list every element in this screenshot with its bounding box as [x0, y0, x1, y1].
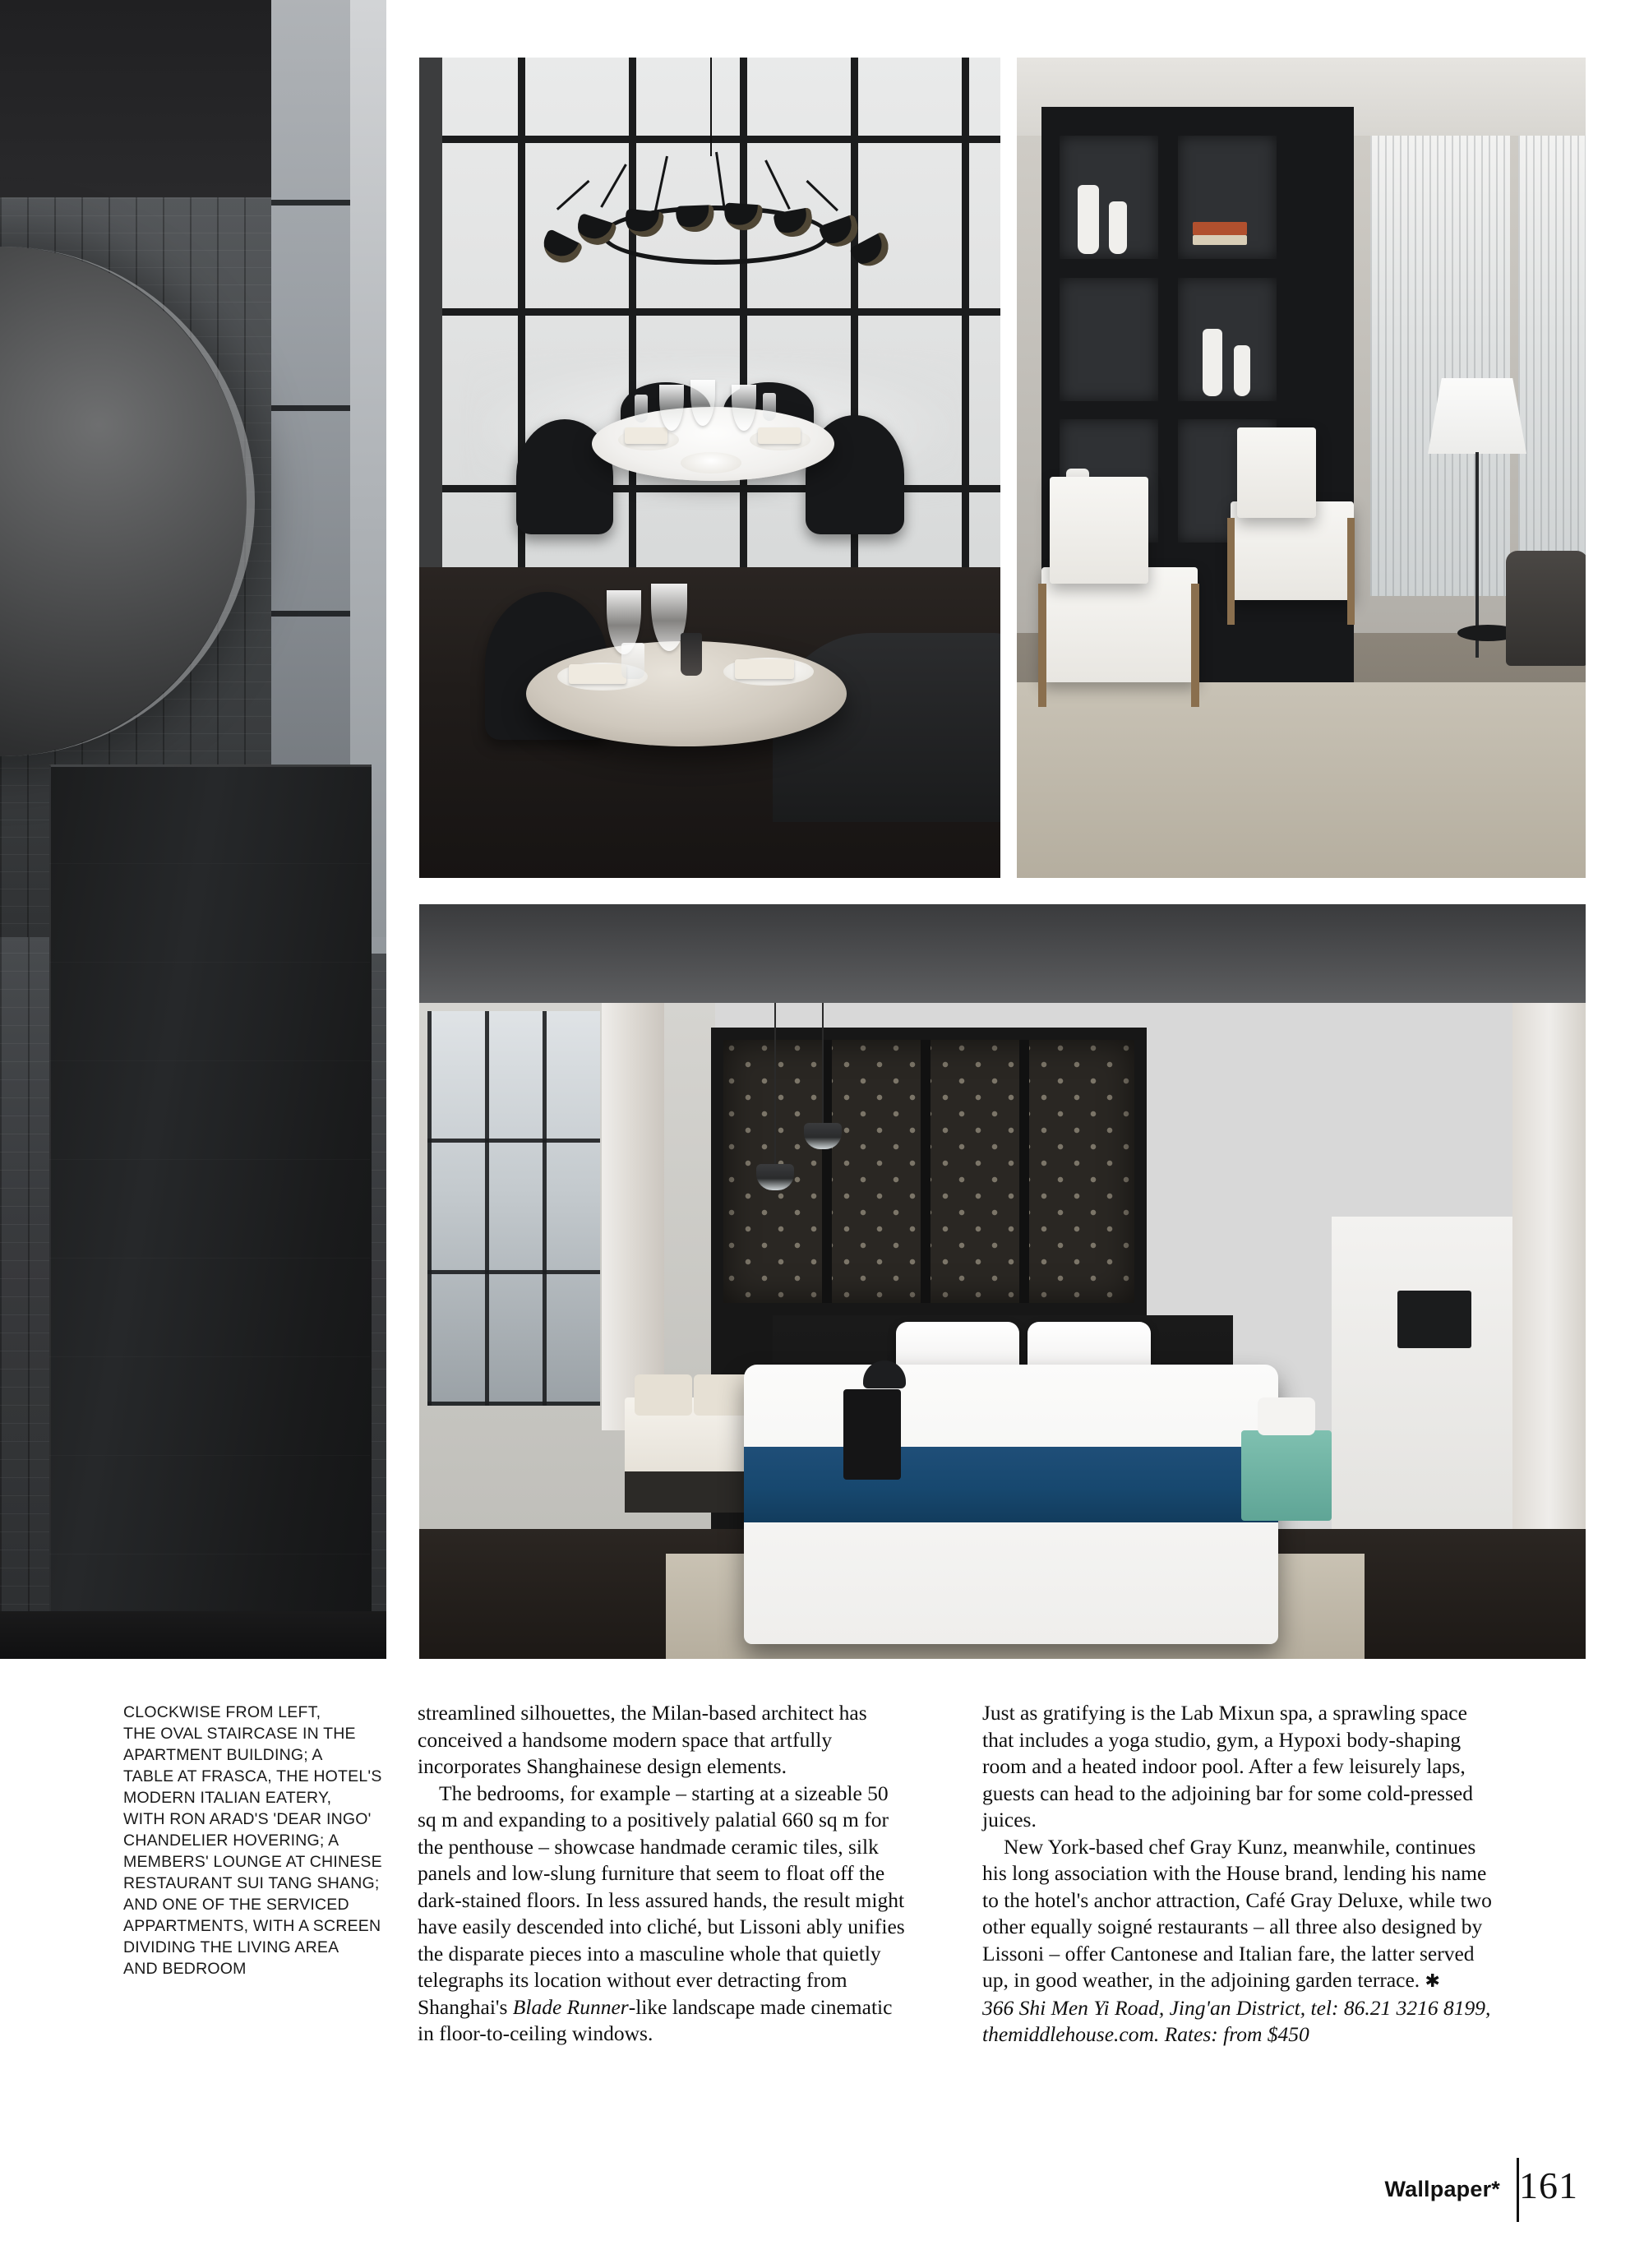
floor-lamp-shade: [1428, 378, 1526, 454]
decorative-vase: [1078, 185, 1099, 254]
decorative-vase: [1109, 201, 1127, 254]
nightstand-left: [843, 1389, 901, 1480]
shelf-compartment: [1060, 278, 1158, 401]
paragraph: streamlined silhouettes, the Milan-based architect has conceived a handsome modern space that artfully incorporates Shanghainese design elements.: [418, 1701, 867, 1778]
paragraph-text: -like landscape made cinematic in floor-to-ceiling windows.: [418, 1994, 893, 2045]
caption-line: APARTMENT BUILDING; A: [123, 1746, 323, 1764]
caption-line: APPARTMENTS, WITH A SCREEN: [123, 1917, 381, 1935]
decorative-vase: [1203, 329, 1222, 396]
oven: [1397, 1291, 1471, 1348]
caption-line: DIVIDING THE LIVING AREA: [123, 1938, 339, 1956]
chair-frame-leg: [1191, 584, 1199, 707]
caption-line: WITH RON ARAD'S 'DEAR INGO': [123, 1810, 372, 1828]
screen-divider: [921, 1040, 931, 1303]
photo-serviced-apartment-bedroom: [419, 904, 1586, 1659]
caption-line: MODERN ITALIAN EATERY,: [123, 1789, 332, 1807]
body-column-two: [418, 1700, 911, 2048]
window-mullion-horizontal: [419, 308, 1000, 316]
napkin: [758, 427, 801, 444]
decorative-vase: [1234, 345, 1250, 396]
chair-frame-leg: [1227, 518, 1235, 625]
bench-cushion: [635, 1374, 692, 1416]
white-lounge-chair: [1041, 567, 1198, 682]
caption-line: AND BEDROOM: [123, 1960, 247, 1978]
italic-title: Blade Runner: [512, 1994, 629, 2019]
paragraph: [418, 1781, 911, 2048]
curtain-right: [1512, 1003, 1586, 1570]
paragraph: Just as gratifying is the Lab Mixun spa, a sprawling space that includes a yoga studio, gym, a Hypoxi body-shaping room and a heated indoor pool. After a few leisurely laps, guests can head to the adjoining bar for some cold-pressed juices.: [982, 1701, 1473, 1831]
chandelier-cord: [710, 58, 712, 156]
book-stack: [1193, 222, 1247, 235]
bedroom-window-mullions: [427, 1011, 600, 1406]
lounge-window-blind: [1518, 136, 1586, 596]
caption-line: AND ONE OF THE SERVICED: [123, 1896, 349, 1914]
photo-oval-staircase: [0, 0, 386, 1659]
photo-frasca-restaurant: [419, 58, 1000, 878]
pendant-cord: [822, 1003, 824, 1126]
caption-line: THE OVAL STAIRCASE IN THE: [123, 1725, 356, 1743]
pendant-cord: [774, 1003, 776, 1167]
chair-frame-leg: [1038, 584, 1046, 707]
chair-frame-leg: [1347, 518, 1355, 625]
water-glass: [763, 393, 776, 421]
water-glass: [621, 643, 644, 679]
article-details: 366 Shi Men Yi Road, Jing'an District, tel: 86.21 3216 8199, themiddlehouse.com. Rates: from $450: [982, 1995, 1491, 2046]
photo-caption: [123, 1702, 395, 1979]
panel-grain-lines: [49, 764, 370, 1659]
photo-members-lounge: [1017, 58, 1586, 878]
lounge-rug: [1017, 682, 1586, 878]
kitchenette-cabinets: [1332, 1217, 1537, 1562]
bedroom-ceiling: [419, 904, 1586, 1003]
napkin: [625, 427, 667, 444]
water-glass: [635, 395, 648, 423]
caption-line: CHANDELIER HOVERING; A: [123, 1831, 339, 1850]
paragraph: [982, 1834, 1492, 1995]
blue-bed-runner: [744, 1447, 1278, 1522]
lounge-window-blind: [1370, 136, 1510, 596]
window-mullion-horizontal: [419, 485, 1000, 492]
left-wall: [419, 58, 442, 584]
green-nightstand: [1241, 1430, 1332, 1521]
caption-line: CLOCKWISE FROM LEFT,: [123, 1703, 321, 1721]
body-column-three: [982, 1700, 1492, 2049]
screen-divider: [1019, 1040, 1029, 1303]
paragraph-text: The bedrooms, for example – starting at a sizeable 50 sq m and expanding to a positively palatial 660 sq m for the penthouse – showcase handmade ceramic tiles, silk panels and low-slung furniture that seem to float off the dark-stained floors. In less assured hands, the result might have easily descended into cliché, but Lissoni ably unifies the disparate pieces into a masculine whole that quietly telegraphs its location without ever detracting from Shanghai's: [418, 1781, 905, 2019]
magazine-brand: Wallpaper*: [1384, 2177, 1500, 2201]
curtain-left: [602, 1003, 664, 1430]
floor-shadow: [0, 1611, 386, 1659]
book-stack: [1193, 235, 1247, 245]
white-vessel: [1258, 1397, 1315, 1435]
caption-line: RESTAURANT SUI TANG SHANG;: [123, 1874, 380, 1892]
plate: [681, 452, 741, 473]
napkin: [735, 659, 794, 679]
dark-armchair: [1506, 551, 1586, 666]
page-number: 161: [1519, 2164, 1578, 2206]
white-lounge-chair-back: [1050, 477, 1148, 584]
bench-cushion: [694, 1374, 751, 1416]
pepper-mill: [681, 633, 702, 676]
napkin: [569, 664, 626, 684]
paragraph-text: New York-based chef Gray Kunz, meanwhile, continues his long association with the House brand, lending his name to the hotel's anchor attraction, Café Gray Deluxe, while two other equally soigné restaurants – all three also designed by Lissoni – offer Cantonese and Italian fare, the latter served up, in good weather, in the adjoining garden terrace.: [982, 1834, 1492, 1992]
white-lounge-chair-back: [1237, 427, 1316, 518]
caption-line: MEMBERS' LOUNGE AT CHINESE: [123, 1853, 382, 1871]
end-mark-icon: ✱: [1425, 1970, 1440, 1991]
shelf-compartment: [1178, 278, 1277, 401]
caption-line: TABLE AT FRASCA, THE HOTEL'S: [123, 1767, 382, 1785]
